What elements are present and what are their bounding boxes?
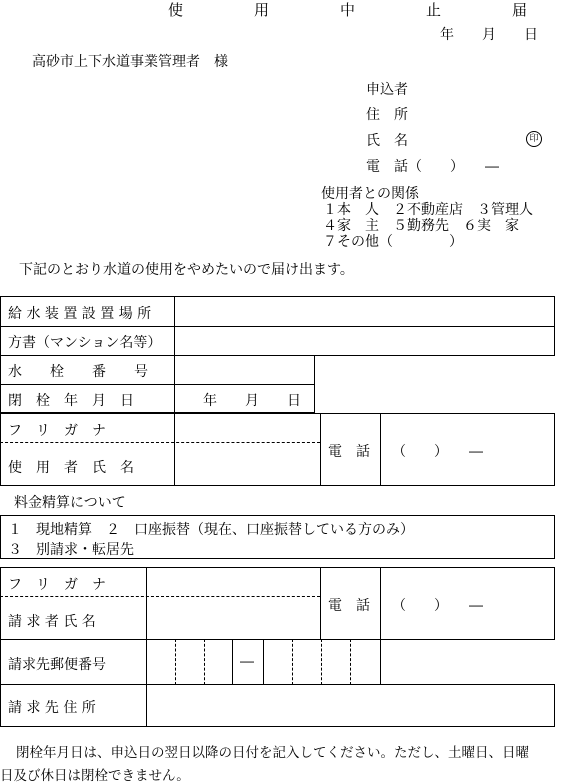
furigana-label: フ リ ガ ナ (8, 423, 106, 439)
relation-line-3: ７その他（ ） (323, 234, 463, 250)
close-date-value[interactable]: 年 月 日 (203, 393, 301, 409)
building-input[interactable] (175, 327, 554, 355)
divider (380, 413, 381, 486)
dashed-divider (0, 596, 320, 597)
divider (320, 567, 321, 640)
postal-input[interactable] (147, 640, 380, 684)
requester-name-label: 請 求 者 氏 名 (8, 614, 96, 630)
seal-mark: 印 (526, 131, 542, 147)
billing-heading: 料金精算について (14, 495, 126, 511)
requester-name-input[interactable] (147, 598, 319, 639)
address-label: 住 所 (366, 107, 408, 123)
user-phone-label: 電 話 (328, 444, 370, 460)
requester-furigana-label: フ リ ガ ナ (8, 577, 106, 593)
requester-phone-label: 電 話 (328, 598, 370, 614)
billing-line-1[interactable]: １ 現地精算 ２ 口座振替（現在、口座振替している方のみ） (8, 522, 414, 538)
location-input[interactable] (175, 297, 554, 326)
relation-line-2: ４家 主 ５勤務先 ６実 家 (323, 218, 519, 234)
addressee: 高砂市上下水道事業管理者 様 (32, 54, 228, 70)
relation-line-1: １本 人 ２不動産店 ３管理人 (323, 202, 533, 218)
billing-line-2[interactable]: ３ 別請求・転居先 (8, 542, 134, 558)
divider (320, 413, 321, 486)
intro-text: 下記のとおり水道の使用をやめたいので届け出ます。 (19, 262, 354, 278)
close-date-label: 閉 栓 年 月 日 (8, 393, 134, 409)
note-line-2: 日及び休日は閉栓できません。 (0, 768, 190, 784)
divider (380, 567, 381, 640)
location-label: 給 水 装 置 設 置 場 所 (8, 306, 152, 322)
postal-label: 請求先郵便番号 (8, 657, 106, 673)
relation-heading: 使用者との関係 (321, 186, 419, 202)
user-furigana-input[interactable] (175, 414, 319, 442)
postal-dash: ― (240, 654, 254, 670)
user-name-label: 使 用 者 氏 名 (8, 460, 134, 476)
name-label: 氏 名 (366, 133, 408, 149)
meter-number-input[interactable] (175, 356, 314, 384)
phone-label: 電 話（ ） ― (366, 159, 499, 175)
dashed-divider (0, 442, 320, 443)
building-label: 方書（マンション名等） (8, 335, 162, 351)
user-name-input[interactable] (175, 444, 319, 485)
address-label: 請 求 先 住 所 (8, 700, 96, 716)
user-phone-value[interactable]: （ ） ― (392, 444, 483, 460)
form-title: 使 用 中 止 届 (168, 1, 556, 19)
date-line: 年 月 日 (440, 27, 538, 43)
meter-number-label: 水 栓 番 号 (8, 364, 148, 380)
note-line-1: 閉栓年月日は、申込日の翌日以降の日付を記入してください。ただし、土曜日、日曜 (16, 745, 529, 761)
applicant-label: 申込者 (366, 82, 408, 98)
requester-phone-value[interactable]: （ ） ― (392, 598, 483, 614)
requester-furigana-input[interactable] (147, 568, 319, 596)
divider (174, 384, 175, 413)
address-input[interactable] (147, 685, 554, 726)
